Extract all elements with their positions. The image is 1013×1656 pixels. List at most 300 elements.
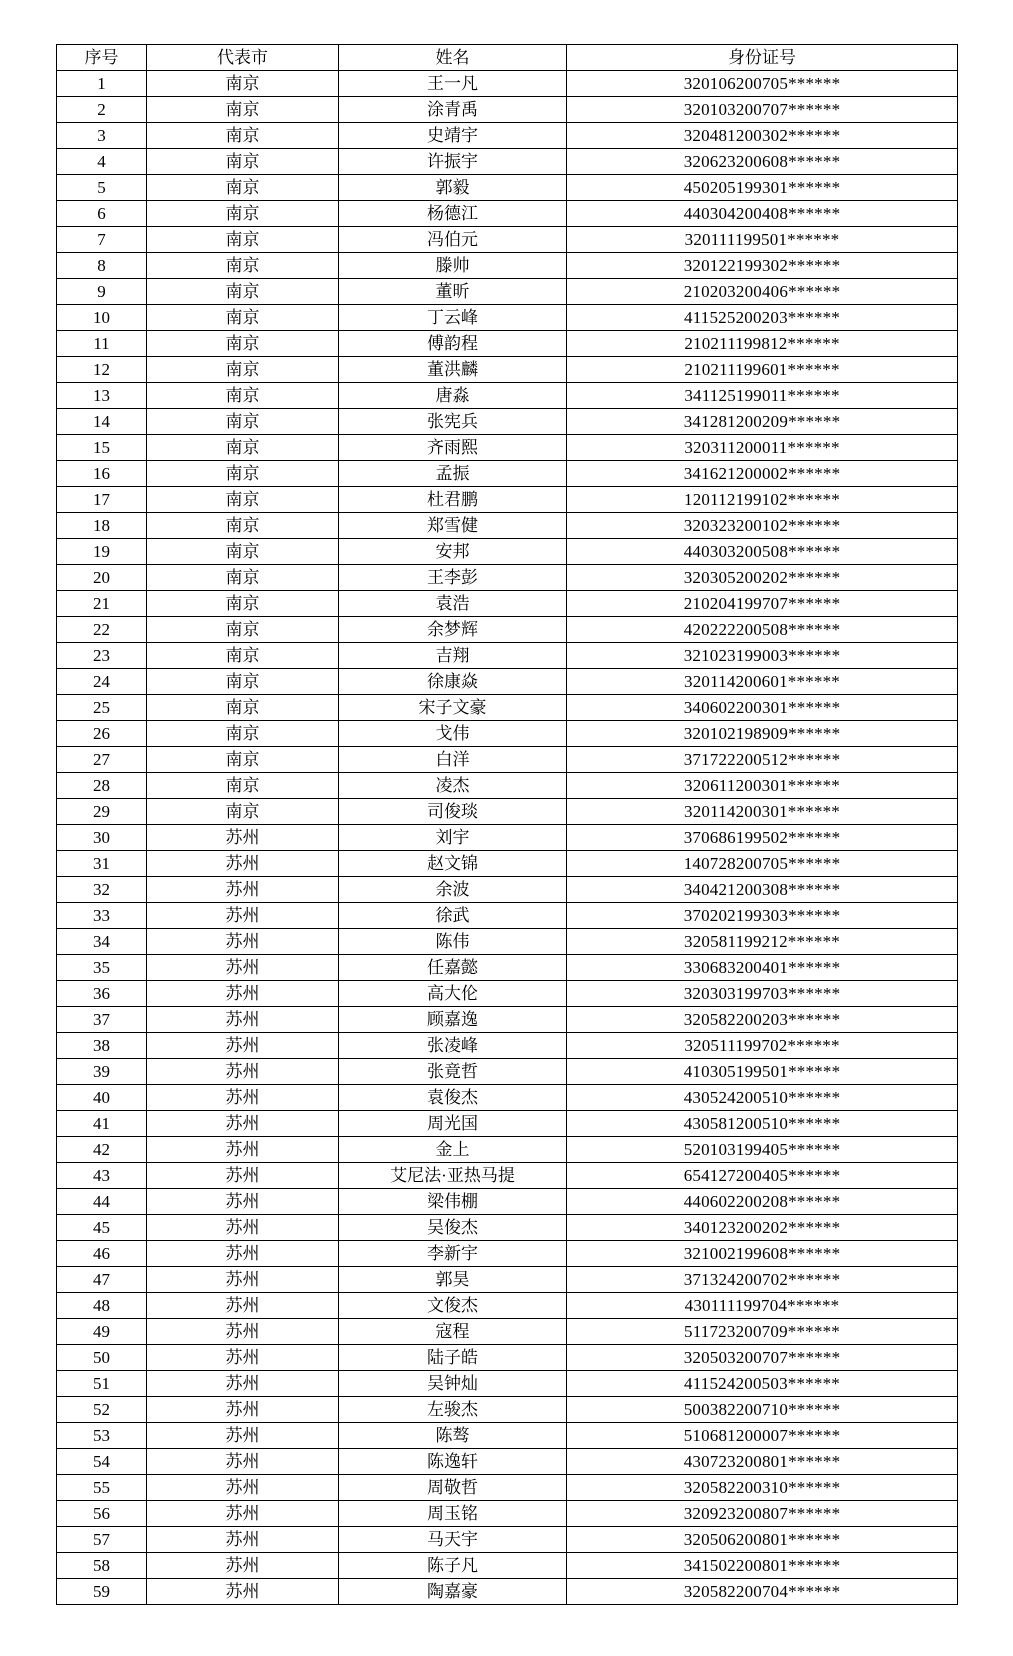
cell-city: 南京	[147, 513, 339, 539]
cell-index: 23	[57, 643, 147, 669]
cell-name: 宋子文豪	[339, 695, 567, 721]
cell-city: 南京	[147, 357, 339, 383]
cell-id: 430524200510******	[567, 1085, 958, 1111]
cell-city: 苏州	[147, 1579, 339, 1605]
table-row	[57, 279, 958, 305]
table-row	[57, 929, 958, 955]
cell-index: 58	[57, 1553, 147, 1579]
cell-name: 白洋	[339, 747, 567, 773]
cell-id: 370686199502******	[567, 825, 958, 851]
cell-name: 袁浩	[339, 591, 567, 617]
cell-index: 55	[57, 1475, 147, 1501]
cell-name: 金上	[339, 1137, 567, 1163]
table-row	[57, 877, 958, 903]
cell-id: 320102198909******	[567, 721, 958, 747]
cell-name: 文俊杰	[339, 1293, 567, 1319]
cell-index: 44	[57, 1189, 147, 1215]
table-row	[57, 825, 958, 851]
cell-id: 320923200807******	[567, 1501, 958, 1527]
cell-name: 徐武	[339, 903, 567, 929]
cell-index: 27	[57, 747, 147, 773]
cell-id: 340123200202******	[567, 1215, 958, 1241]
cell-name: 吴钟灿	[339, 1371, 567, 1397]
cell-city: 南京	[147, 305, 339, 331]
cell-name: 袁俊杰	[339, 1085, 567, 1111]
table-row	[57, 409, 958, 435]
cell-name: 吉翔	[339, 643, 567, 669]
table-row	[57, 643, 958, 669]
table-row	[57, 149, 958, 175]
cell-index: 12	[57, 357, 147, 383]
cell-name: 安邦	[339, 539, 567, 565]
cell-index: 39	[57, 1059, 147, 1085]
table-row	[57, 617, 958, 643]
table-row	[57, 747, 958, 773]
cell-city: 南京	[147, 123, 339, 149]
cell-index: 20	[57, 565, 147, 591]
cell-name: 寇程	[339, 1319, 567, 1345]
cell-city: 南京	[147, 799, 339, 825]
cell-id: 210203200406******	[567, 279, 958, 305]
cell-name: 艾尼法·亚热马提	[339, 1163, 567, 1189]
table-row	[57, 799, 958, 825]
table-row	[57, 1449, 958, 1475]
cell-id: 341502200801******	[567, 1553, 958, 1579]
table-row	[57, 851, 958, 877]
cell-id: 320581199212******	[567, 929, 958, 955]
table-row	[57, 305, 958, 331]
cell-index: 4	[57, 149, 147, 175]
table-row	[57, 1345, 958, 1371]
cell-index: 51	[57, 1371, 147, 1397]
cell-id: 320582200203******	[567, 1007, 958, 1033]
cell-city: 苏州	[147, 1319, 339, 1345]
cell-city: 苏州	[147, 877, 339, 903]
table-row	[57, 565, 958, 591]
cell-index: 53	[57, 1423, 147, 1449]
cell-index: 16	[57, 461, 147, 487]
cell-city: 南京	[147, 253, 339, 279]
cell-city: 南京	[147, 721, 339, 747]
table-row	[57, 1553, 958, 1579]
table-row	[57, 1475, 958, 1501]
cell-id: 371722200512******	[567, 747, 958, 773]
cell-name: 杜君鹏	[339, 487, 567, 513]
table-row	[57, 435, 958, 461]
cell-name: 刘宇	[339, 825, 567, 851]
cell-index: 14	[57, 409, 147, 435]
cell-city: 南京	[147, 487, 339, 513]
table-row	[57, 71, 958, 97]
cell-name: 余波	[339, 877, 567, 903]
cell-city: 苏州	[147, 1033, 339, 1059]
cell-name: 冯伯元	[339, 227, 567, 253]
cell-name: 左骏杰	[339, 1397, 567, 1423]
cell-city: 苏州	[147, 1137, 339, 1163]
cell-id: 140728200705******	[567, 851, 958, 877]
table-row	[57, 539, 958, 565]
cell-city: 苏州	[147, 1475, 339, 1501]
cell-index: 6	[57, 201, 147, 227]
cell-index: 24	[57, 669, 147, 695]
cell-id: 440304200408******	[567, 201, 958, 227]
cell-id: 210211199812******	[567, 331, 958, 357]
cell-index: 25	[57, 695, 147, 721]
cell-name: 王李彭	[339, 565, 567, 591]
cell-city: 苏州	[147, 1527, 339, 1553]
cell-city: 南京	[147, 643, 339, 669]
table-row	[57, 1579, 958, 1605]
table-header	[57, 45, 958, 71]
cell-city: 苏州	[147, 903, 339, 929]
cell-index: 45	[57, 1215, 147, 1241]
cell-name: 周光国	[339, 1111, 567, 1137]
cell-name: 凌杰	[339, 773, 567, 799]
cell-name: 陈逸轩	[339, 1449, 567, 1475]
table-row	[57, 695, 958, 721]
cell-index: 54	[57, 1449, 147, 1475]
cell-index: 43	[57, 1163, 147, 1189]
cell-id: 320582200310******	[567, 1475, 958, 1501]
cell-city: 南京	[147, 747, 339, 773]
cell-city: 南京	[147, 669, 339, 695]
cell-id: 330683200401******	[567, 955, 958, 981]
cell-name: 郭毅	[339, 175, 567, 201]
table-row	[57, 1059, 958, 1085]
cell-index: 33	[57, 903, 147, 929]
table-row	[57, 1527, 958, 1553]
cell-city: 南京	[147, 617, 339, 643]
cell-city: 苏州	[147, 1397, 339, 1423]
cell-id: 320506200801******	[567, 1527, 958, 1553]
cell-city: 南京	[147, 383, 339, 409]
cell-index: 38	[57, 1033, 147, 1059]
cell-id: 411524200503******	[567, 1371, 958, 1397]
table-row	[57, 1085, 958, 1111]
table-row	[57, 721, 958, 747]
cell-id: 420222200508******	[567, 617, 958, 643]
cell-name: 张竟哲	[339, 1059, 567, 1085]
cell-id: 511723200709******	[567, 1319, 958, 1345]
column-header-name: 姓名	[339, 45, 567, 71]
cell-id: 411525200203******	[567, 305, 958, 331]
cell-city: 苏州	[147, 1423, 339, 1449]
cell-id: 500382200710******	[567, 1397, 958, 1423]
cell-index: 32	[57, 877, 147, 903]
cell-id: 210211199601******	[567, 357, 958, 383]
cell-id: 320582200704******	[567, 1579, 958, 1605]
cell-name: 许振宇	[339, 149, 567, 175]
cell-city: 苏州	[147, 1501, 339, 1527]
cell-id: 320481200302******	[567, 123, 958, 149]
cell-city: 苏州	[147, 1215, 339, 1241]
cell-city: 苏州	[147, 929, 339, 955]
cell-city: 苏州	[147, 1163, 339, 1189]
cell-city: 南京	[147, 409, 339, 435]
table-row	[57, 487, 958, 513]
cell-name: 余梦辉	[339, 617, 567, 643]
cell-index: 50	[57, 1345, 147, 1371]
cell-city: 南京	[147, 695, 339, 721]
cell-index: 34	[57, 929, 147, 955]
cell-index: 1	[57, 71, 147, 97]
table-row	[57, 1501, 958, 1527]
table-row	[57, 773, 958, 799]
cell-id: 320106200705******	[567, 71, 958, 97]
cell-index: 59	[57, 1579, 147, 1605]
table-row	[57, 357, 958, 383]
table-row	[57, 123, 958, 149]
cell-id: 320611200301******	[567, 773, 958, 799]
cell-city: 苏州	[147, 1007, 339, 1033]
cell-id: 371324200702******	[567, 1267, 958, 1293]
table-row	[57, 513, 958, 539]
cell-id: 320103200707******	[567, 97, 958, 123]
cell-city: 苏州	[147, 1293, 339, 1319]
cell-index: 42	[57, 1137, 147, 1163]
cell-id: 440602200208******	[567, 1189, 958, 1215]
cell-id: 320122199302******	[567, 253, 958, 279]
cell-id: 520103199405******	[567, 1137, 958, 1163]
cell-city: 南京	[147, 201, 339, 227]
cell-id: 320305200202******	[567, 565, 958, 591]
cell-city: 南京	[147, 175, 339, 201]
cell-id: 210204199707******	[567, 591, 958, 617]
table-row	[57, 955, 958, 981]
table-row	[57, 331, 958, 357]
cell-index: 10	[57, 305, 147, 331]
cell-city: 苏州	[147, 1059, 339, 1085]
cell-name: 顾嘉逸	[339, 1007, 567, 1033]
cell-name: 李新宇	[339, 1241, 567, 1267]
cell-id: 320114200301******	[567, 799, 958, 825]
cell-name: 唐淼	[339, 383, 567, 409]
cell-index: 47	[57, 1267, 147, 1293]
column-header-index: 序号	[57, 45, 147, 71]
cell-city: 苏州	[147, 1449, 339, 1475]
cell-id: 370202199303******	[567, 903, 958, 929]
cell-name: 郑雪健	[339, 513, 567, 539]
table-row	[57, 591, 958, 617]
cell-name: 司俊琰	[339, 799, 567, 825]
cell-index: 29	[57, 799, 147, 825]
table-row	[57, 1137, 958, 1163]
cell-city: 苏州	[147, 1111, 339, 1137]
cell-city: 苏州	[147, 1267, 339, 1293]
cell-name: 陆子皓	[339, 1345, 567, 1371]
cell-city: 南京	[147, 97, 339, 123]
cell-index: 35	[57, 955, 147, 981]
cell-id: 320311200011******	[567, 435, 958, 461]
cell-index: 28	[57, 773, 147, 799]
table-row	[57, 1007, 958, 1033]
cell-city: 南京	[147, 279, 339, 305]
cell-city: 苏州	[147, 981, 339, 1007]
cell-city: 苏州	[147, 851, 339, 877]
cell-city: 苏州	[147, 955, 339, 981]
cell-city: 苏州	[147, 825, 339, 851]
cell-name: 陶嘉豪	[339, 1579, 567, 1605]
table-header-row	[57, 45, 958, 71]
cell-index: 48	[57, 1293, 147, 1319]
table-row	[57, 97, 958, 123]
cell-name: 史靖宇	[339, 123, 567, 149]
cell-id: 320511199702******	[567, 1033, 958, 1059]
cell-name: 陈子凡	[339, 1553, 567, 1579]
cell-id: 341621200002******	[567, 461, 958, 487]
table-row	[57, 1111, 958, 1137]
cell-index: 40	[57, 1085, 147, 1111]
table-row	[57, 1215, 958, 1241]
cell-id: 340602200301******	[567, 695, 958, 721]
table-row	[57, 201, 958, 227]
cell-index: 46	[57, 1241, 147, 1267]
table-row	[57, 461, 958, 487]
cell-name: 赵文锦	[339, 851, 567, 877]
cell-name: 陈伟	[339, 929, 567, 955]
cell-name: 马天宇	[339, 1527, 567, 1553]
cell-city: 苏州	[147, 1345, 339, 1371]
cell-city: 苏州	[147, 1553, 339, 1579]
table-row	[57, 1423, 958, 1449]
cell-id: 320114200601******	[567, 669, 958, 695]
cell-name: 戈伟	[339, 721, 567, 747]
cell-id: 320503200707******	[567, 1345, 958, 1371]
cell-name: 周敬哲	[339, 1475, 567, 1501]
table-row	[57, 1293, 958, 1319]
cell-index: 2	[57, 97, 147, 123]
cell-name: 董昕	[339, 279, 567, 305]
column-header-city: 代表市	[147, 45, 339, 71]
cell-index: 56	[57, 1501, 147, 1527]
cell-city: 南京	[147, 773, 339, 799]
cell-id: 321023199003******	[567, 643, 958, 669]
cell-city: 南京	[147, 227, 339, 253]
cell-index: 8	[57, 253, 147, 279]
table-row	[57, 1163, 958, 1189]
table-row	[57, 253, 958, 279]
table-body	[57, 71, 958, 1605]
cell-id: 410305199501******	[567, 1059, 958, 1085]
cell-index: 31	[57, 851, 147, 877]
cell-city: 南京	[147, 539, 339, 565]
table-row	[57, 1189, 958, 1215]
cell-index: 18	[57, 513, 147, 539]
cell-index: 5	[57, 175, 147, 201]
cell-name: 高大伦	[339, 981, 567, 1007]
table-row	[57, 383, 958, 409]
cell-name: 梁伟棚	[339, 1189, 567, 1215]
cell-index: 49	[57, 1319, 147, 1345]
cell-id: 320303199703******	[567, 981, 958, 1007]
cell-name: 丁云峰	[339, 305, 567, 331]
cell-city: 南京	[147, 435, 339, 461]
cell-name: 傅韵程	[339, 331, 567, 357]
cell-city: 苏州	[147, 1085, 339, 1111]
cell-name: 任嘉懿	[339, 955, 567, 981]
cell-name: 张凌峰	[339, 1033, 567, 1059]
cell-id: 341125199011******	[567, 383, 958, 409]
table-row	[57, 227, 958, 253]
cell-name: 张宪兵	[339, 409, 567, 435]
cell-index: 37	[57, 1007, 147, 1033]
cell-id: 510681200007******	[567, 1423, 958, 1449]
cell-city: 南京	[147, 149, 339, 175]
table-row	[57, 1319, 958, 1345]
cell-index: 26	[57, 721, 147, 747]
cell-name: 王一凡	[339, 71, 567, 97]
column-header-id: 身份证号	[567, 45, 958, 71]
cell-id: 320323200102******	[567, 513, 958, 539]
cell-index: 9	[57, 279, 147, 305]
cell-id: 320623200608******	[567, 149, 958, 175]
cell-index: 17	[57, 487, 147, 513]
cell-city: 苏州	[147, 1371, 339, 1397]
cell-city: 南京	[147, 331, 339, 357]
table-row	[57, 981, 958, 1007]
cell-index: 57	[57, 1527, 147, 1553]
table-row	[57, 1033, 958, 1059]
table-row	[57, 1397, 958, 1423]
cell-city: 南京	[147, 461, 339, 487]
table-row	[57, 669, 958, 695]
cell-index: 11	[57, 331, 147, 357]
cell-city: 南京	[147, 565, 339, 591]
cell-city: 苏州	[147, 1189, 339, 1215]
cell-index: 30	[57, 825, 147, 851]
cell-id: 430111199704******	[567, 1293, 958, 1319]
cell-id: 430723200801******	[567, 1449, 958, 1475]
cell-id: 120112199102******	[567, 487, 958, 513]
cell-id: 340421200308******	[567, 877, 958, 903]
cell-name: 齐雨熙	[339, 435, 567, 461]
cell-index: 3	[57, 123, 147, 149]
cell-city: 南京	[147, 591, 339, 617]
cell-index: 21	[57, 591, 147, 617]
cell-index: 41	[57, 1111, 147, 1137]
cell-id: 450205199301******	[567, 175, 958, 201]
cell-index: 52	[57, 1397, 147, 1423]
cell-name: 周玉铭	[339, 1501, 567, 1527]
cell-index: 22	[57, 617, 147, 643]
cell-id: 440303200508******	[567, 539, 958, 565]
table-row	[57, 903, 958, 929]
cell-name: 陈骜	[339, 1423, 567, 1449]
roster-table	[56, 44, 958, 1605]
cell-name: 吴俊杰	[339, 1215, 567, 1241]
cell-name: 杨德江	[339, 201, 567, 227]
cell-name: 滕帅	[339, 253, 567, 279]
cell-index: 7	[57, 227, 147, 253]
table-row	[57, 1267, 958, 1293]
cell-id: 430581200510******	[567, 1111, 958, 1137]
cell-name: 郭昊	[339, 1267, 567, 1293]
cell-name: 涂青禹	[339, 97, 567, 123]
table-row	[57, 175, 958, 201]
cell-id: 341281200209******	[567, 409, 958, 435]
cell-city: 南京	[147, 71, 339, 97]
cell-index: 15	[57, 435, 147, 461]
cell-city: 苏州	[147, 1241, 339, 1267]
cell-name: 徐康焱	[339, 669, 567, 695]
cell-name: 董洪麟	[339, 357, 567, 383]
cell-id: 321002199608******	[567, 1241, 958, 1267]
cell-index: 36	[57, 981, 147, 1007]
table-row	[57, 1241, 958, 1267]
cell-id: 654127200405******	[567, 1163, 958, 1189]
cell-name: 孟振	[339, 461, 567, 487]
cell-index: 13	[57, 383, 147, 409]
